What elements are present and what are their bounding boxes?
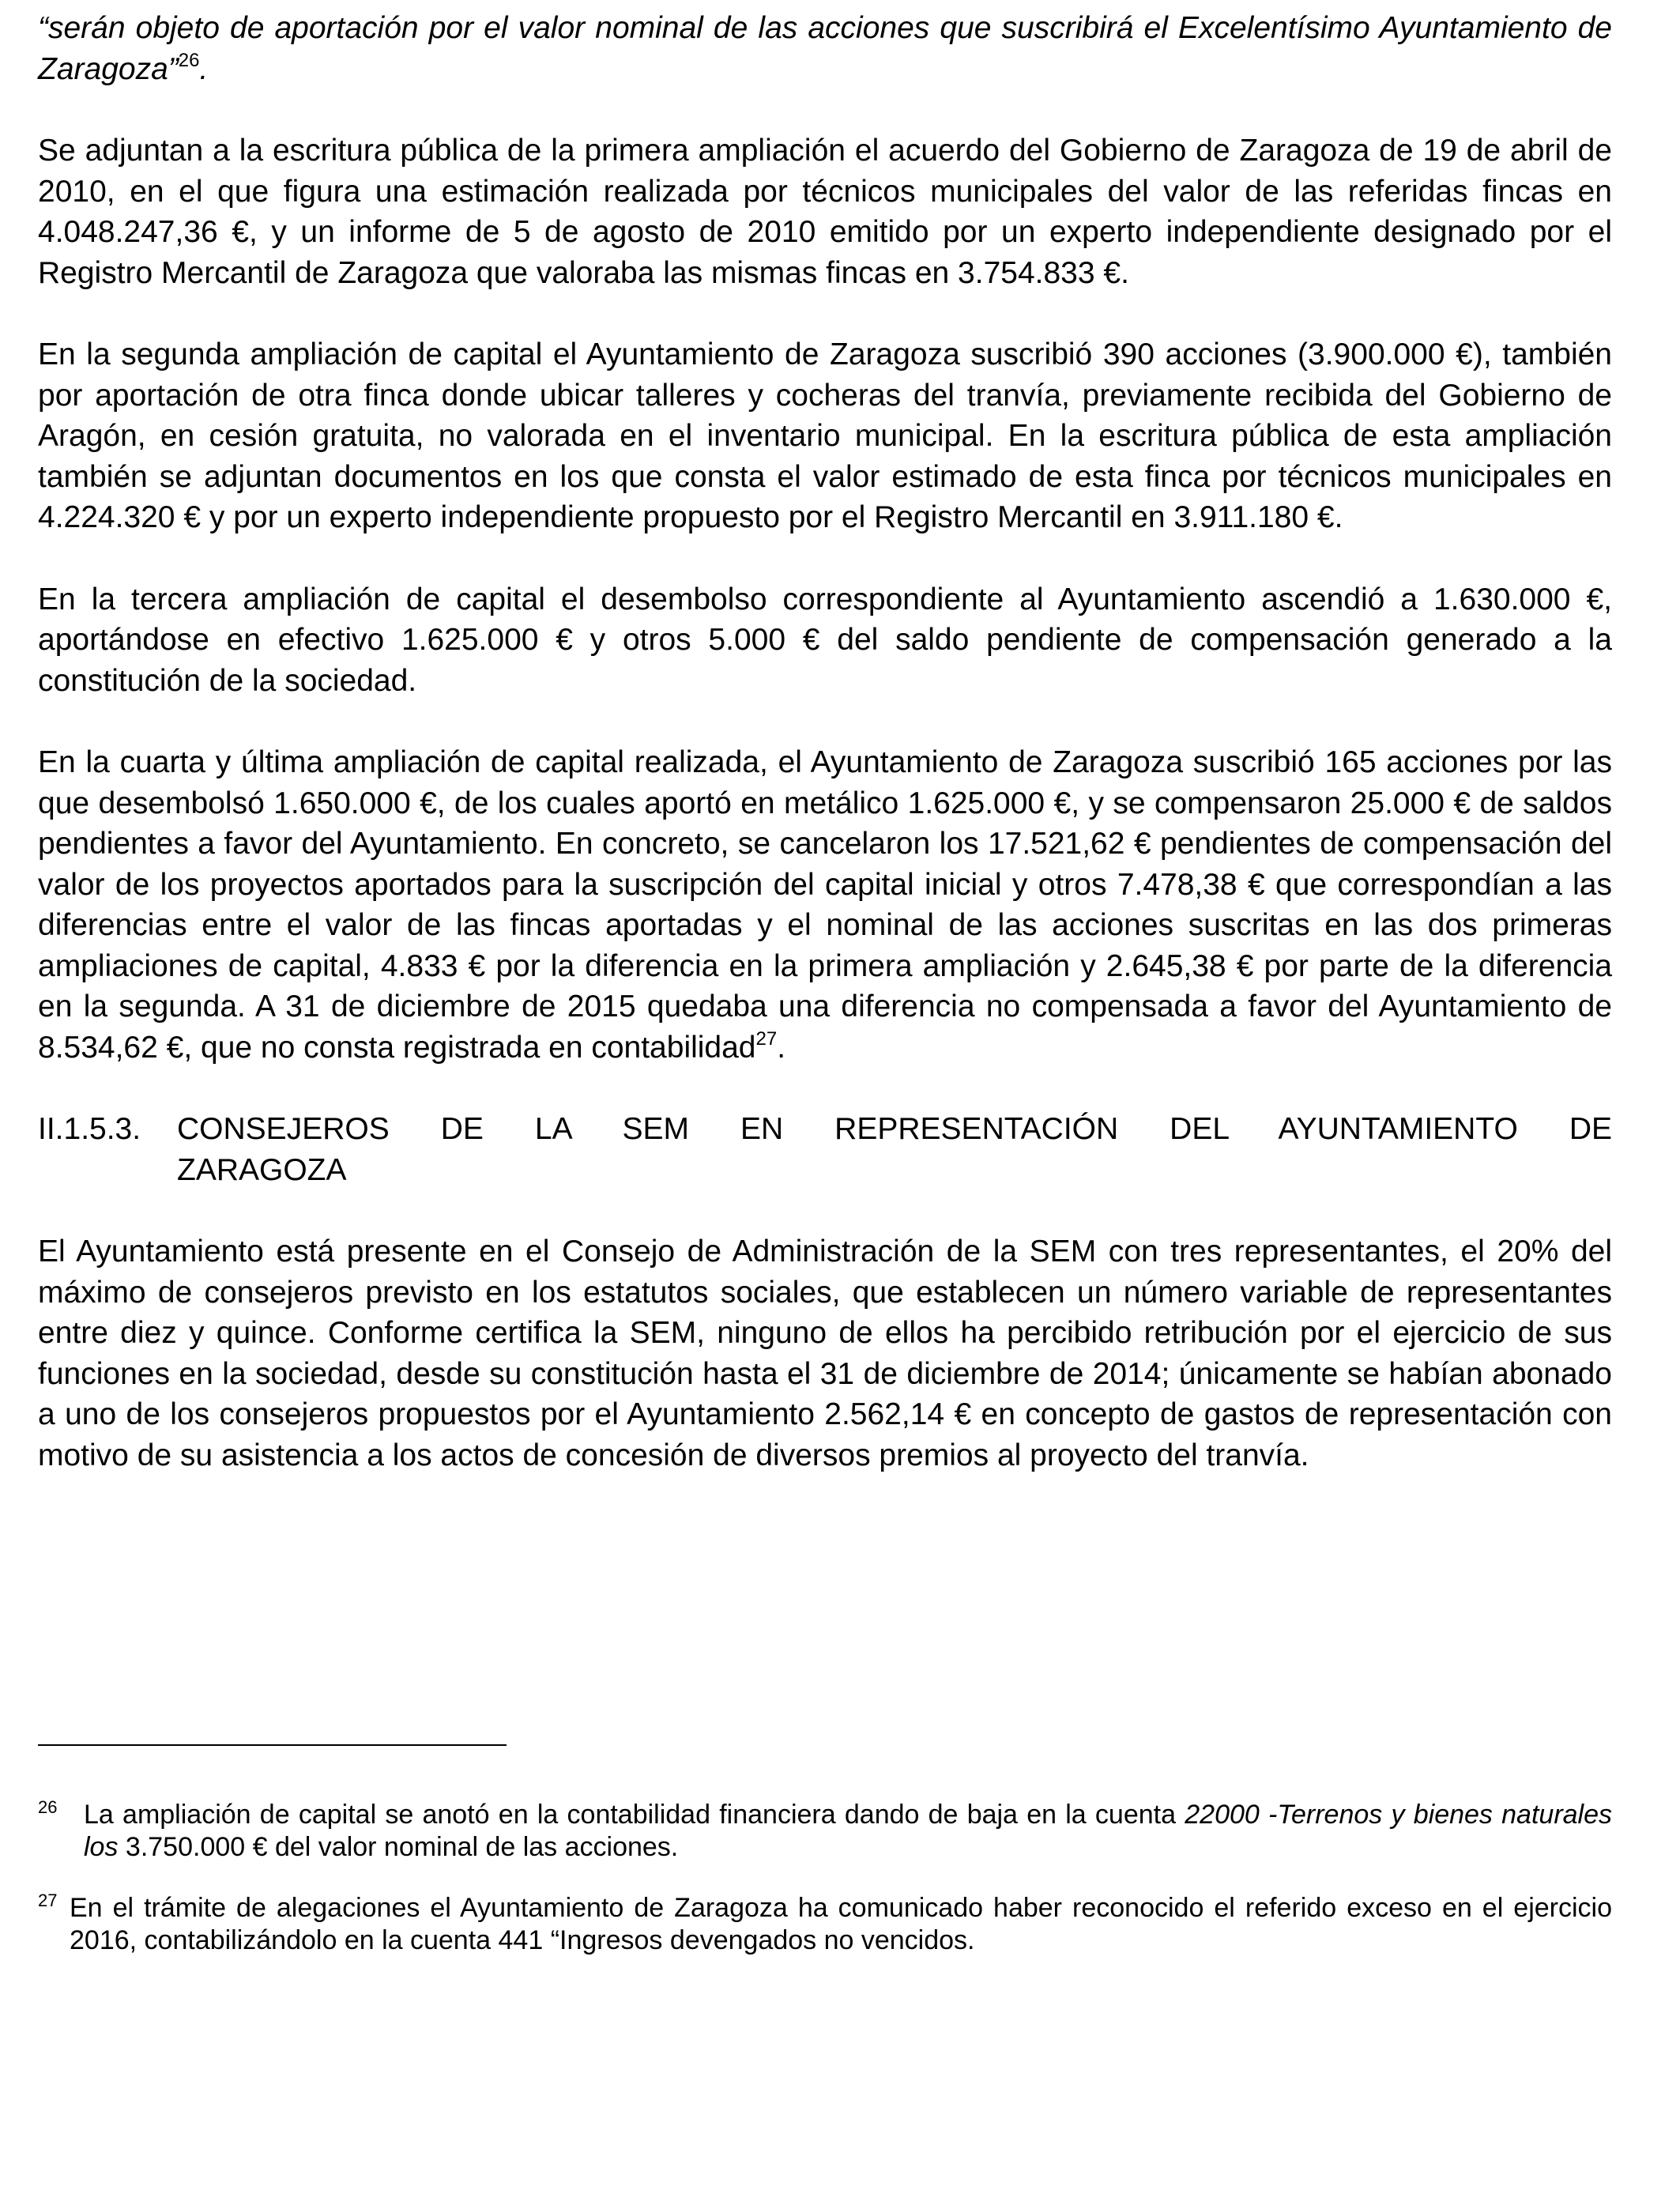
paragraph-fourth-text: En la cuarta y última ampliación de capital realizada, el Ayuntamiento de Zaragoza suscribió 165 acciones por las que desembolsó 1.650.000 €, de los cuales aportó en metálico 1.625.000 €, y se compensaron 25.000 € de saldos pendientes a favor del Ayuntamiento. En concreto, se cancelaron los 17.521,62 € pendientes de compensación del valor de los proyectos aportados para la suscripción del capital inicial y otros 7.478,38 € que correspondían a las diferencias entre el valor de las fincas aportadas y el nominal de las acciones suscritas en las dos primeras ampliaciones de capital, 4.833 € por la diferencia en la primera ampliación y 2.645,38 € por parte de la diferencia en la segunda. A 31 de diciembre de 2015 quedaba una diferencia no compensada a favor del Ayuntamiento de 8.534,62 €, que no consta registrada en contabilidad bbox=[38, 745, 1612, 1065]
quoted-text bbox=[38, 8, 1612, 89]
section-title-line2: ZARAGOZA bbox=[177, 1152, 347, 1187]
footnote-27 bbox=[38, 1892, 1612, 1957]
section-heading bbox=[38, 1109, 1612, 1190]
paragraph-board-members: El Ayuntamiento está presente en el Consejo de Administración de la SEM con tres representantes, el 20% del máximo de consejeros previsto en los estatutos sociales, que establecen un número variable de representantes entre diez y quince. Conforme certifica la SEM, ninguno de ellos ha percibido retribución por el ejercicio de sus funciones en la sociedad, desde su constitución hasta el 31 de diciembre de 2014; únicamente se habían abonado a uno de los consejeros propuestos por el Ayuntamiento 2.562,14 € en concepto de gastos de representación con motivo de su asistencia a los actos de concesión de diversos premios al proyecto del tranvía. bbox=[38, 1235, 1612, 1472]
paragraph-first-enlargement: Se adjuntan a la escritura pública de la primera ampliación el acuerdo del Gobierno de Zaragoza de 19 de abril de 2010, en el que figura una estimación realizada por técnicos municipales del valor de las referidas fincas en 4.048.247,36 €, y un informe de 5 de agosto de 2010 emitido por un experto independiente designado por el Registro Mercantil de Zaragoza que valoraba las mismas fincas en 3.754.833 €. bbox=[38, 134, 1612, 290]
footnote-italic-account: 22000 -Terrenos y bienes naturales los bbox=[84, 1800, 1613, 1862]
footnote-separator bbox=[38, 1744, 507, 1746]
quote-tail: . bbox=[199, 51, 209, 86]
paragraph-fourth-enlargement bbox=[38, 742, 1612, 1068]
footnotes bbox=[38, 1799, 1612, 1957]
paragraph-third-enlargement: En la tercera ampliación de capital el desembolso correspondiente al Ayuntamiento ascendió a 1.630.000 €, aportándose en efectivo 1.625.000 € y otros 5.000 € del saldo pendiente de compensación generado a la constitución de la sociedad. bbox=[38, 582, 1612, 698]
footnote-text bbox=[84, 1799, 1612, 1864]
footnote-ref-26[interactable]: 26 bbox=[178, 49, 200, 71]
section-title bbox=[177, 1109, 1612, 1190]
footnote-ref-27[interactable]: 27 bbox=[755, 1027, 778, 1050]
paragraph-fourth-tail: . bbox=[777, 1030, 786, 1065]
section-number: II.1.5.3. bbox=[38, 1112, 141, 1146]
footnote-text-b: 3.750.000 € del valor nominal de las acciones. bbox=[118, 1832, 679, 1862]
footnote-mark: 26 bbox=[38, 1797, 58, 1817]
footnote-text: En el trámite de alegaciones el Ayuntamiento de Zaragoza ha comunicado haber reconocido el referido exceso en el ejercicio 2016, contabilizándolo en la cuenta 441 “Ingresos devengados no vencidos. bbox=[70, 1893, 1612, 1955]
section-title-line1: CONSEJEROS DE LA SEM EN REPRESENTACIÓN DEL AYUNTAMIENTO DE bbox=[177, 1112, 1612, 1146]
quote-text: “serán objeto de aportación por el valor nominal de las acciones que suscribirá el Excelentísimo Ayuntamiento de Zaragoza” bbox=[38, 11, 1612, 86]
document-body bbox=[38, 8, 1612, 1476]
footnote-26 bbox=[38, 1799, 1612, 1864]
paragraph-second-enlargement: En la segunda ampliación de capital el Ayuntamiento de Zaragoza suscribió 390 acciones (3.900.000 €), también por aportación de otra finca donde ubicar talleres y cocheras del tranvía, previamente recibida del Gobierno de Aragón, en cesión gratuita, no valorada en el inventario municipal. En la escritura pública de esta ampliación también se adjuntan documentos en los que consta el valor estimado de esta finca por técnicos municipales en 4.224.320 € y por un experto independiente propuesto por el Registro Mercantil en 3.911.180 €. bbox=[38, 337, 1612, 534]
footnote-text-a: La ampliación de capital se anotó en la contabilidad financiera dando de baja en la cuenta bbox=[84, 1800, 1185, 1830]
footnote-mark: 27 bbox=[38, 1891, 58, 1910]
